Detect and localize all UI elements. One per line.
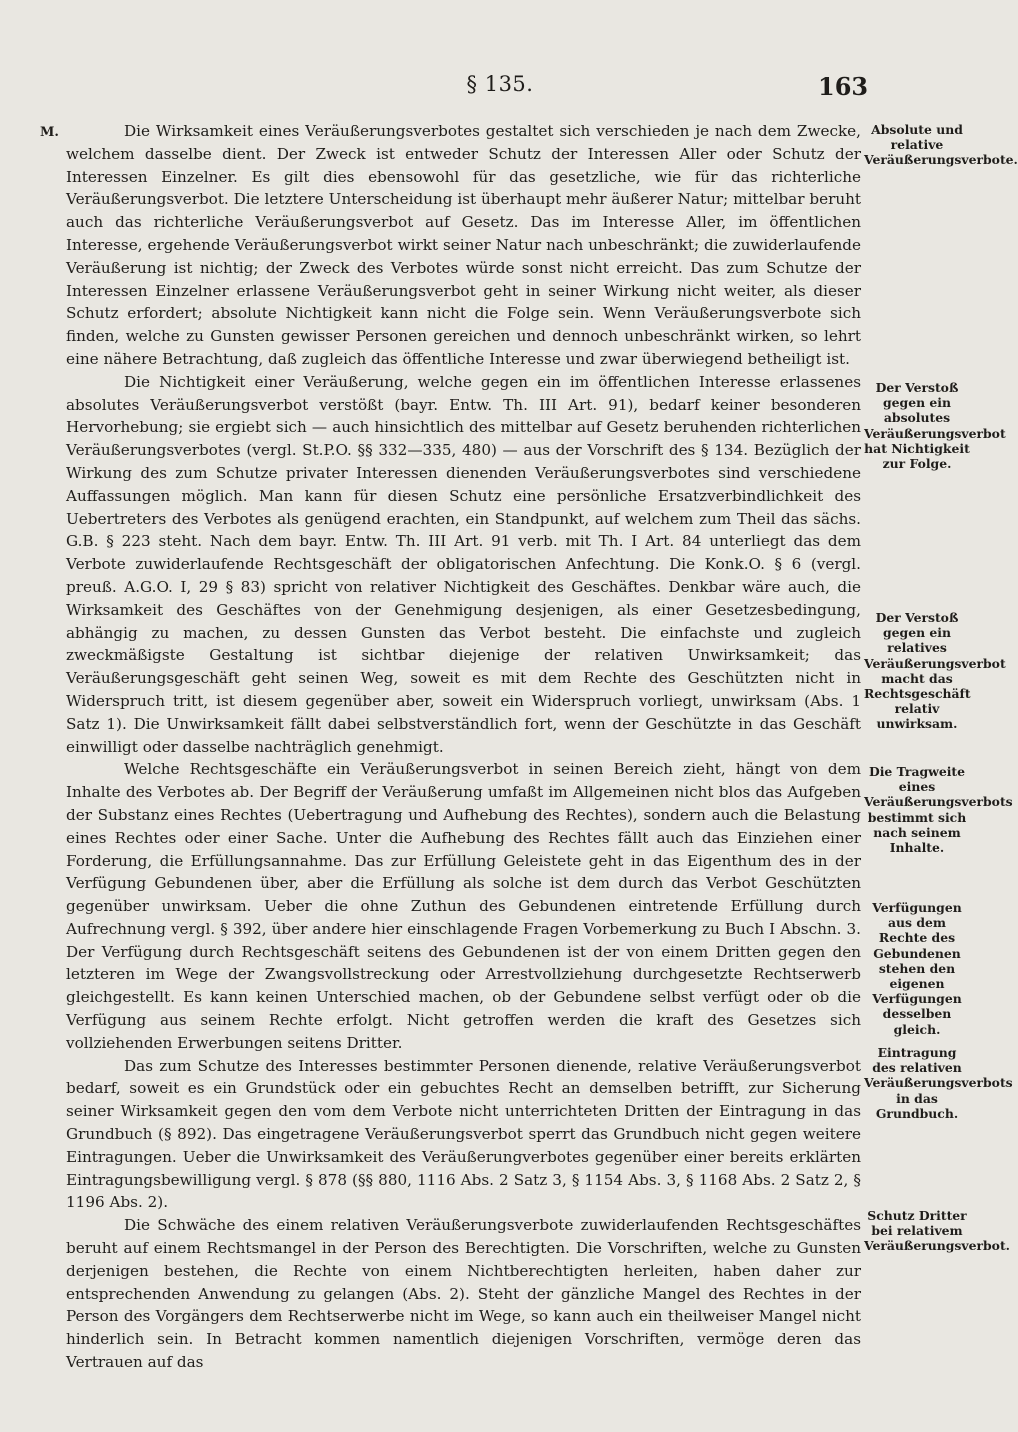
margin-note: Der Verstoß gegen ein relatives Veräußerungsverbot macht das Rechtsgeschäft relativ unwirksam. bbox=[864, 610, 1006, 732]
margin-note: Eintragung des relativen Veräußerungsverbots in das Grundbuch. bbox=[864, 1045, 1013, 1121]
section-number: § 135. bbox=[466, 72, 534, 96]
paragraph: Die Wirksamkeit eines Veräußerungsverbotes gestaltet sich verschieden je nach dem Zwecke, welchem dasselbe dient. Der Zweck ist entweder Schutz der Interessen Aller oder Schutz der Interessen Einzelner. Es gilt dies ebensowohl für das gesetzliche, wie für das richterliche Veräußerungsverbot. Die letztere Unterscheidung ist überhaupt mehr äußerer Natur; mittelbar beruht auch das richterliche Veräußerungsverbot auf Gesetz. Das im Interesse Aller, im öffentlichen Interesse, ergehende Veräußerungsverbot wirkt seiner Natur nach unbeschränkt; die zuwiderlaufende Veräußerung ist nichtig; der Zweck des Verbotes würde sonst nicht erreicht. Das zum Schutze der Interessen Einzelner erlassene Veräußerungsverbot geht in seiner Wirkung nicht weiter, als dieser Schutz erfordert; absolute Nichtigkeit kann nicht die Folge sein. Wenn Veräußerungsverbote sich finden, welche zu Gunsten gewisser Personen gereichen und dennoch unbeschränkt wirken, so lehrt eine nähere Betrachtung, daß zugleich das öffentliche Interesse und zwar überwiegend betheiligt ist. bbox=[66, 122, 861, 368]
margin-note: Absolute und relative Veräußerungsverbote. bbox=[864, 122, 1018, 168]
margin-note: Die Tragweite eines Veräußerungsverbots bestimmt sich nach seinem Inhalte. bbox=[864, 764, 1013, 856]
paragraph: Das zum Schutze des Interesses bestimmter Personen dienende, relative Veräußerungsverbot bedarf, soweit es ein Grundstück oder ein gebuchtes Recht an demselben betrifft, zur Sicherung seiner Wirksamkeit gegen den vom dem Verbote nicht unterrichteten Dritten der Eintragung in das Grundbuch (§ 892). Das eingetragene Veräußerungsverbot sperrt das Grundbuch nicht gegen weitere Eintragungen. Ueber die Unwirksamkeit des Veräußerungverbotes gegenüber einer bereits erklärten Eintragungsbewilligung vergl. § 878 (§§ 880, 1116 Abs. 2 Satz 3, § 1154 Abs. 3, § 1168 Abs. 2 Satz 2, § 1196 Abs. 2). bbox=[66, 1056, 861, 1212]
margin-note: Verfügungen aus dem Rechte des Gebundenen stehen den eigenen Verfügungen desselben gleich. bbox=[872, 900, 962, 1037]
paragraph: Die Nichtigkeit einer Veräußerung, welche gegen ein im öffentlichen Interesse erlassenes absolutes Veräußerungsverbot verstößt (bayr. Entw. Th. III Art. 91), bedarf keiner besonderen Hervorhebung; sie ergiebt sich — auch hinsichtlich des mittelbar auf Gesetz beruhenden richterlichen Veräußerungsverbotes (vergl. St.P.O. §§ 332—335, 480) — aus der Vorschrift des § 134. Bezüglich der Wirkung des zum Schutze privater Interessen dienenden Veräußerungsverbotes sind verschiedene Auffassungen möglich. Man kann für diesen Schutz eine persönliche Ersatzverbindlichkeit des Uebertreters des Verbotes als genügend erachten, ein Standpunkt, auf welchem zum Theil das sächs. G.B. § 223 steht. Nach dem bayr. Entw. Th. III Art. 91 verb. mit Th. I Art. 84 unterliegt das dem Verbote zuwiderlaufende Rechtsgeschäft der obligatorischen Anfechtung. Die Konk.O. § 6 (vergl. preuß. A.G.O. I, 29 § 83) spricht von relativer Nichtigkeit des Geschäftes. Denkbar wäre auch, die Wirksamkeit des Geschäftes von der Genehmigung desjenigen, als einer Gesetzesbedingung, abhängig zu machen, zu dessen Gunsten das Verbot besteht. Die einfachste und zugleich zweckmäßigste Gestaltung ist sichtbar diejenige der relativen Unwirksamkeit; das Veräußerungsgeschäft geht seinen Weg, soweit es mit dem Rechte des Geschützten nicht in Widerspruch tritt, ist diesem gegenüber aber, soweit ein Widerspruch vorliegt, unwirksam (Abs. 1 Satz 1). Die Unwirksamkeit fällt dabei selbstverständlich fort, wenn der Geschützte in das Geschäft einwilligt oder dasselbe nachträglich genehmigt. bbox=[66, 372, 861, 756]
paragraph: Die Schwäche des einem relativen Veräußerungsverbote zuwiderlaufenden Rechtsgeschäftes beruht auf einem Rechtsmangel in der Person des Berechtigten. Die Vorschriften, welche zu Gunsten derjenigen bestehen, die Rechte von einem Nichtberechtigten herleiten, haben daher zur entsprechenden Anwendung zu gelangen (Abs. 2). Steht der gänzliche Mangel des Rechtes in der Person des Vorgängers dem Rechtserwerbe nicht im Wege, so kann auch ein theilweiser Mangel nicht hinderlich sein. In Betracht kommen namentlich diejenigen Vorschriften, vermöge deren das Vertrauen auf das bbox=[66, 1216, 861, 1372]
paragraph: Welche Rechtsgeschäfte ein Veräußerungsverbot in seinen Bereich zieht, hängt von dem Inhalte des Verbotes ab. Der Begriff der Veräußerung umfaßt im Allgemeinen nicht blos das Aufgeben der Substanz eines Rechtes (Uebertragung und Aufhebung des Rechtes), sondern auch die Belastung eines Rechtes oder einer Sache. Unter die Aufhebung des Rechtes fällt auch das Einziehen einer Forderung, die Erfüllungsannahme. Das zur Erfüllung Geleistete geht in das Eigenthum des in der Verfügung Gebundenen über, aber die Erfüllung als solche ist dem durch das Verbot Geschützten gegenüber unwirksam. Ueber die ohne Zuthun des Gebundenen eintretende Erfüllung durch Aufrechnung vergl. § 392, über andere hier einschlagende Fragen Vorbemerkung zu Buch I Abschn. 3. Der Verfügung durch Rechtsgeschäft seitens des Gebundenen ist der von einem Dritten gegen den letzteren im Wege der Zwangsvollstreckung oder Arrestvollziehung durchgesetzte Rechtserwerb gleichgestellt. Es kann keinen Unterschied machen, ob der Gebundene selbst verfügt oder ob die Verfügung aus seinem Rechte erfolgt. Nicht getroffen werden die kraft des Gesetzes sich vollziehenden Erwerbungen seitens Dritter. bbox=[66, 760, 861, 1052]
margin-marker: M. bbox=[40, 125, 59, 140]
margin-note: Der Verstoß gegen ein absolutes Veräußerungsverbot hat Nichtigkeit zur Folge. bbox=[864, 380, 1006, 472]
page-number: 163 bbox=[818, 72, 869, 101]
margin-note: Schutz Dritter bei relativem Veräußerungsverbot. bbox=[864, 1208, 1010, 1254]
body-text bbox=[66, 120, 861, 1374]
